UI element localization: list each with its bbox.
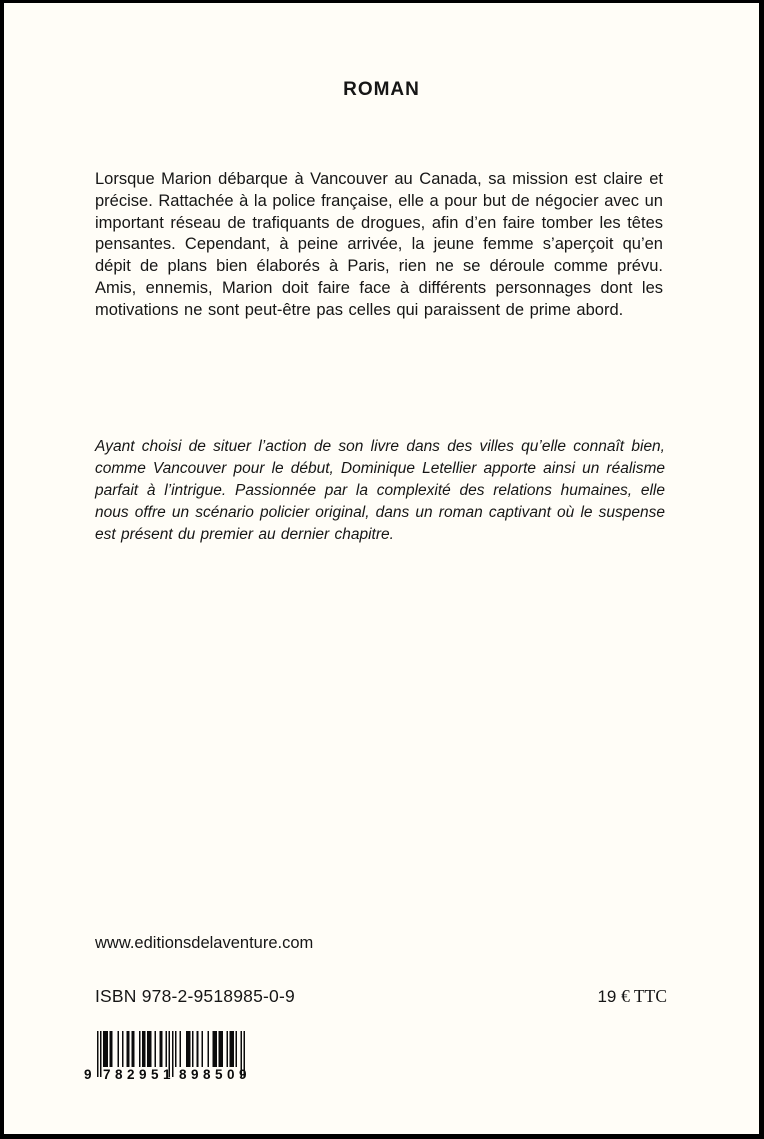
synopsis-paragraph: Lorsque Marion débarque à Vancouver au Canada, sa mission est claire et précise. Rattachée à la police française, elle a pour but de négocier avec un important réseau de trafiquants de drogues, afin d’en faire tomber les têtes pensantes. Cependant, à peine arrivée, la jeune femme s’aperçoit qu’en dépit de plans bien élaborés à Paris, rien ne se déroule comme prévu. Amis, ennemis, Marion doit faire face à différents personnages dont les motivations ne sont peut-être pas celles qui paraissent de prime abord. — [95, 170, 663, 319]
genre-label: ROMAN — [343, 79, 420, 100]
publisher-website: www.editionsdelaventure.com — [95, 934, 314, 952]
ean13-barcode — [83, 1029, 259, 1087]
barcode-digit-first: 9 — [84, 1067, 92, 1082]
price-currency-suffix: € TTC — [621, 986, 667, 1006]
author-note-paragraph: Ayant choisi de situer l’action de son livre dans des villes qu’elle connaît bien, comme Vancouver pour le début, Dominique Letellier apporte ainsi un réalisme parfait à l’intrigue. Passionnée par la complexité des relations humaines, elle nous offre un scénario policier original, dans un roman captivant où le suspense est présent du premier au dernier chapitre. — [95, 438, 665, 543]
isbn-price-row — [95, 986, 667, 1007]
price-amount: 19 — [597, 987, 617, 1006]
price-text — [597, 986, 667, 1007]
barcode-digits-left: 782951 — [103, 1067, 176, 1082]
book-back-cover-page — [4, 3, 759, 1134]
barcode-digits-right: 898509 — [179, 1067, 252, 1082]
isbn-text: ISBN 978-2-9518985-0-9 — [95, 986, 295, 1006]
